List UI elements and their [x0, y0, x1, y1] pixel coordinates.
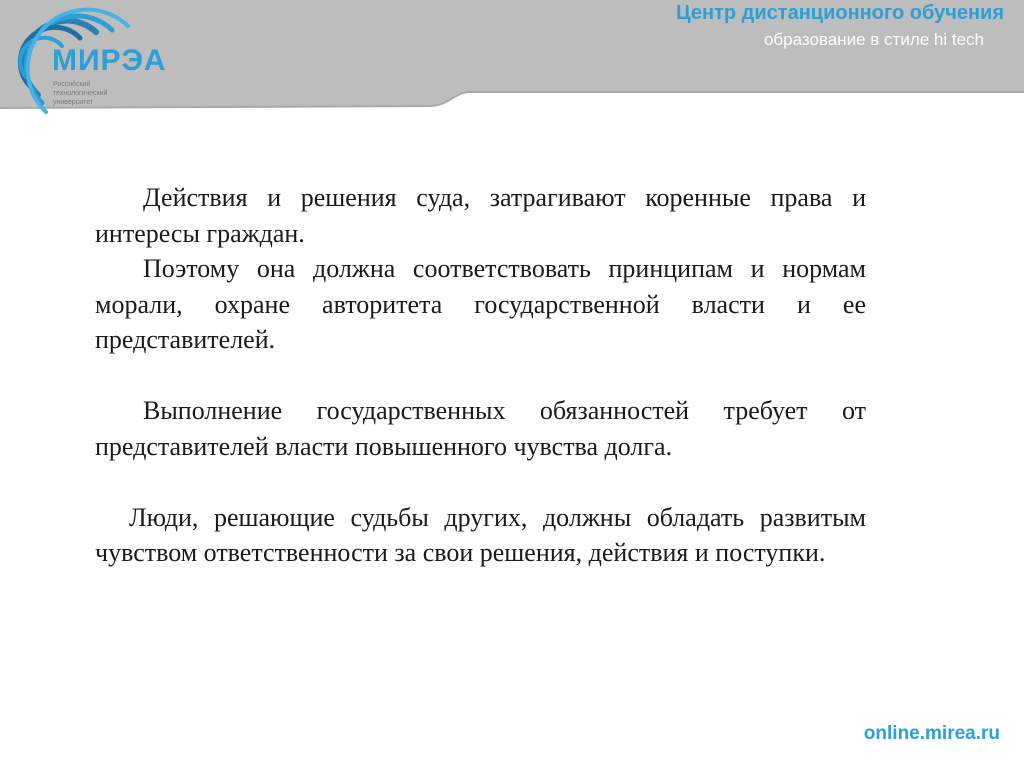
paragraph: Поэтому она должна соответствовать принципам и нормам морали, охране авторитета государственной власти и ее представителей. — [95, 254, 866, 354]
slide-body-text — [95, 180, 866, 571]
logo-subtitle-line: университет — [53, 99, 94, 106]
paragraph-spacer — [95, 464, 866, 500]
header-tagline: образование в стиле hi tech — [763, 30, 984, 49]
logo-name: МИРЭА — [52, 44, 167, 77]
header-title: Центр дистанционного обучения — [676, 2, 1004, 24]
paragraph: Люди, решающие судьбы других, должны обладать развитым чувством ответственности за свои решения, действия и поступки. — [95, 502, 866, 567]
logo-subtitle — [53, 80, 143, 107]
paragraph-spacer — [95, 358, 866, 394]
mirea-logo — [0, 0, 180, 120]
logo-subtitle-line: Российский — [53, 81, 91, 88]
footer-url[interactable]: online.mirea.ru — [863, 723, 1000, 744]
logo-subtitle-line: технологический — [53, 90, 108, 97]
paragraph: Действия и решения суда, затрагивают коренные права и интересы граждан. — [95, 183, 866, 248]
paragraph: Выполнение государственных обязанностей требует от представителей власти повышенного чувства долга. — [95, 396, 866, 461]
